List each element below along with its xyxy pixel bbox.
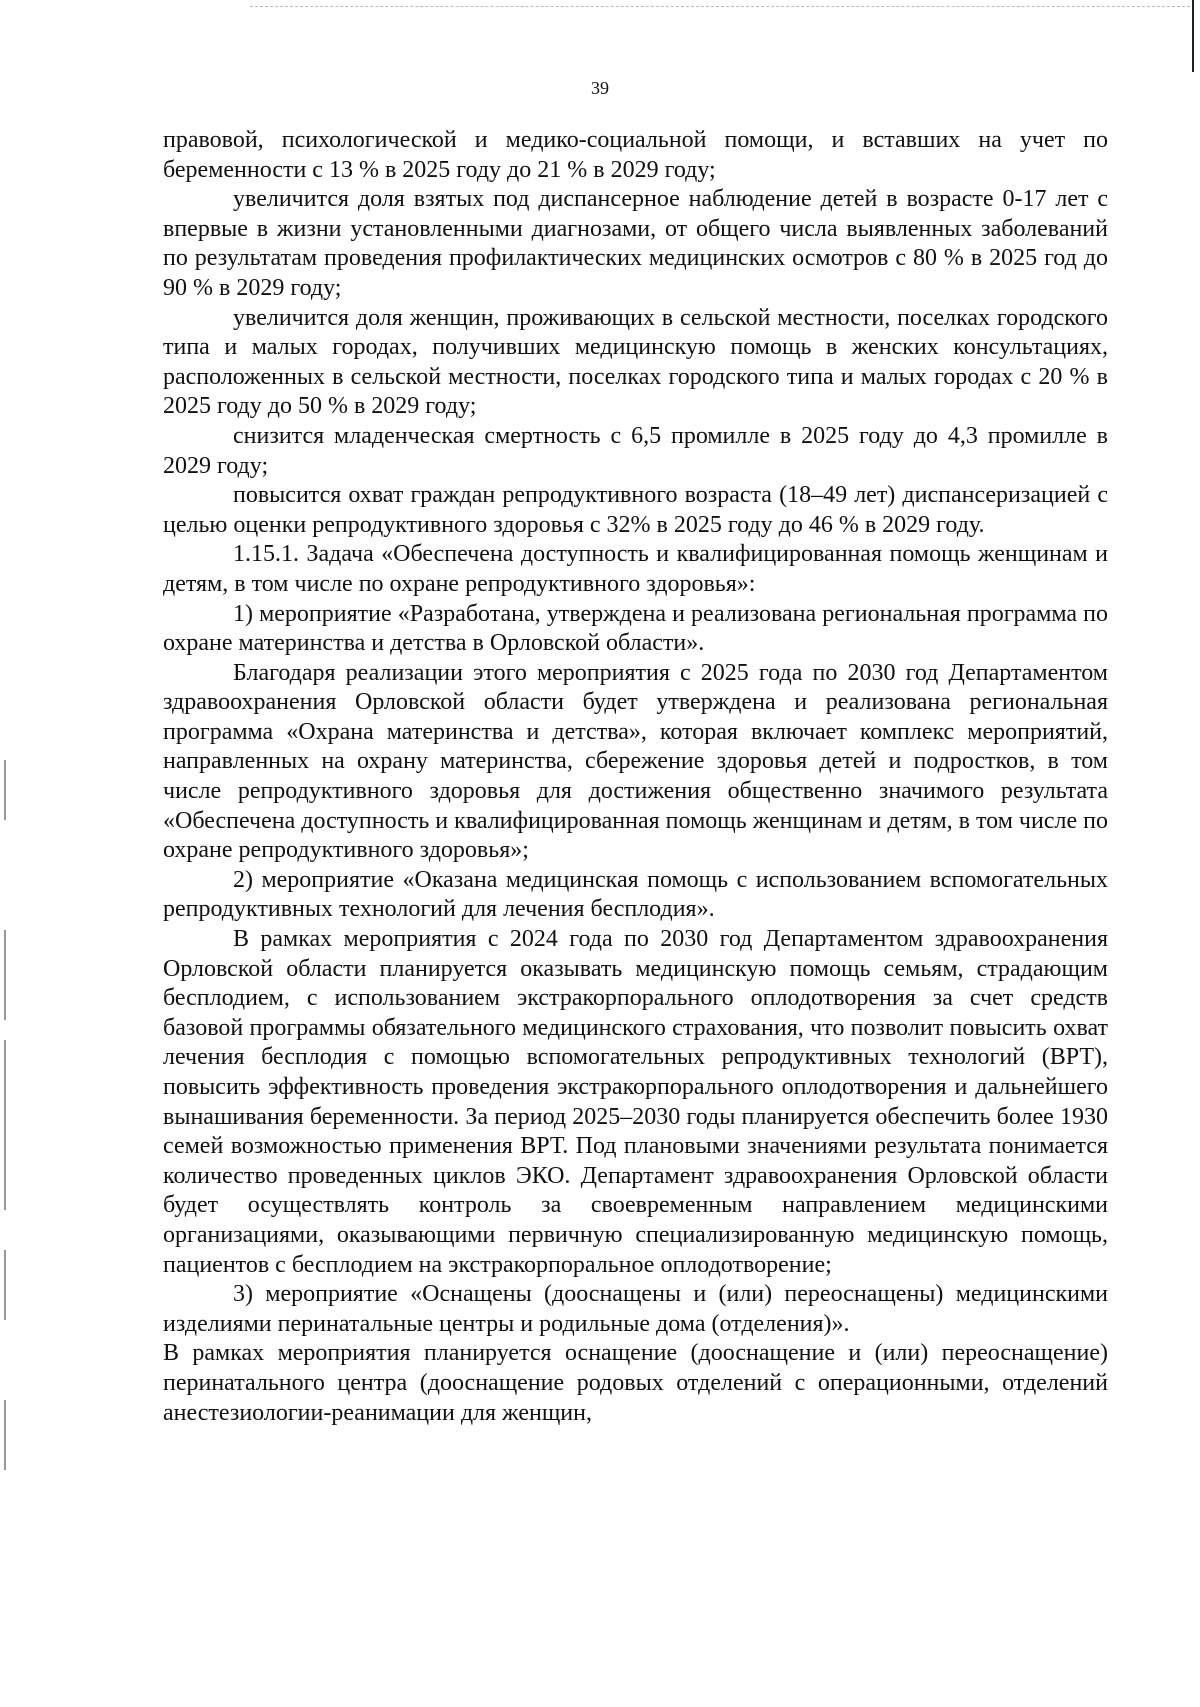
paragraph: В рамках мероприятия с 2024 года по 2030 год Департаментом здравоохранения Орловской области планируется оказывать медицинскую помощь семьям, страдающим бесплодием, с использованием экстракорпорального оплодотворения за счет средств базовой программы обязательного медицинского страхования, что позволит повысить охват лечения бесплодия с помощью вспомогательных репродуктивных технологий (ВРТ), повысить эффективность проведения экстракорпорального оплодотворения и дальнейшего вынашивания беременности. За период 2025–2030 годы планируется обеспечить более 1930 семей возможностью применения ВРТ. Под плановыми значениями результата понимается количество проведенных циклов ЭКО. Департамент здравоохранения Орловской области будет осуществлять контроль за своевременным направлением медицинскими организациями, оказывающими первичную специализированную медицинскую помощь, пациентов с бесплодием на экстракорпоральное оплодотворение;: [163, 926, 1108, 1278]
paragraph-task-heading: 1.15.1. Задача «Обеспечена доступность и квалифицированная помощь женщинам и детям, в том числе по охране репродуктивного здоровья»:: [163, 541, 1108, 597]
document-body: [163, 126, 1108, 1428]
paragraph: увеличится доля женщин, проживающих в сельской местности, поселках городского типа и малых городах, получивших медицинскую помощь в женских консультациях, расположенных в сельской местности, поселках городского типа и малых городах с 20 % в 2025 году до 50 % в 2029 году;: [163, 304, 1108, 420]
scan-right-edge-mark: [1192, 0, 1194, 72]
page-number: 39: [591, 78, 609, 98]
scan-left-edge-mark: [4, 1400, 6, 1470]
paragraph: повысится охват граждан репродуктивного возраста (18–49 лет) диспансеризацией с целью оценки репродуктивного здоровья с 32% в 2025 году до 46 % в 2029 году.: [163, 482, 1108, 538]
paragraph-measure: 3) мероприятие «Оснащены (дооснащены и (или) переоснащены) медицинскими изделиями перинатальные центры и родильные дома (отделения)».: [163, 1281, 1108, 1337]
paragraph: снизится младенческая смертность с 6,5 промилле в 2025 году до 4,3 промилле в 2029 году;: [163, 422, 1108, 479]
scan-left-edge-mark: [4, 760, 6, 820]
scan-top-edge: [250, 6, 1190, 7]
paragraph: В рамках мероприятия планируется оснащение (дооснащение и (или) переоснащение) перинатального центра (дооснащение родовых отделений с операционными, отделений анестезиологии-реанимации для женщин,: [163, 1340, 1108, 1426]
scan-left-edge-mark: [4, 1250, 6, 1320]
paragraph-continuation: правовой, психологической и медико-социальной помощи, и вставших на учет по беременности с 13 % в 2025 году до 21 % в 2029 году;: [163, 127, 1108, 183]
paragraph: увеличится доля взятых под диспансерное наблюдение детей в возрасте 0-17 лет с впервые в жизни установленными диагнозами, от общего числа выявленных заболеваний по результатам проведения профилактических медицинских осмотров с 80 % в 2025 год до 90 % в 2029 году;: [163, 186, 1108, 301]
scan-left-edge-mark: [4, 1040, 6, 1210]
paragraph-measure: 1) мероприятие «Разработана, утверждена и реализована региональная программа по охране материнства и детства в Орловской области».: [163, 600, 1108, 657]
paragraph-measure: 2) мероприятие «Оказана медицинская помощь с использованием вспомогательных репродуктивных технологий для лечения бесплодия».: [163, 866, 1108, 923]
scan-left-edge-mark: [4, 930, 6, 1020]
paragraph: Благодаря реализации этого мероприятия с 2025 года по 2030 год Департаментом здравоохранения Орловской области будет утверждена и реализована региональная программа «Охрана материнства и детства», которая включает комплекс мероприятий, направленных на охрану материнства, сбережение здоровья детей и подростков, в том числе репродуктивного здоровья для достижения общественно значимого результата «Обеспечена доступность и квалифицированная помощь женщинам и детям, в том числе по охране репродуктивного здоровья»;: [163, 659, 1108, 864]
